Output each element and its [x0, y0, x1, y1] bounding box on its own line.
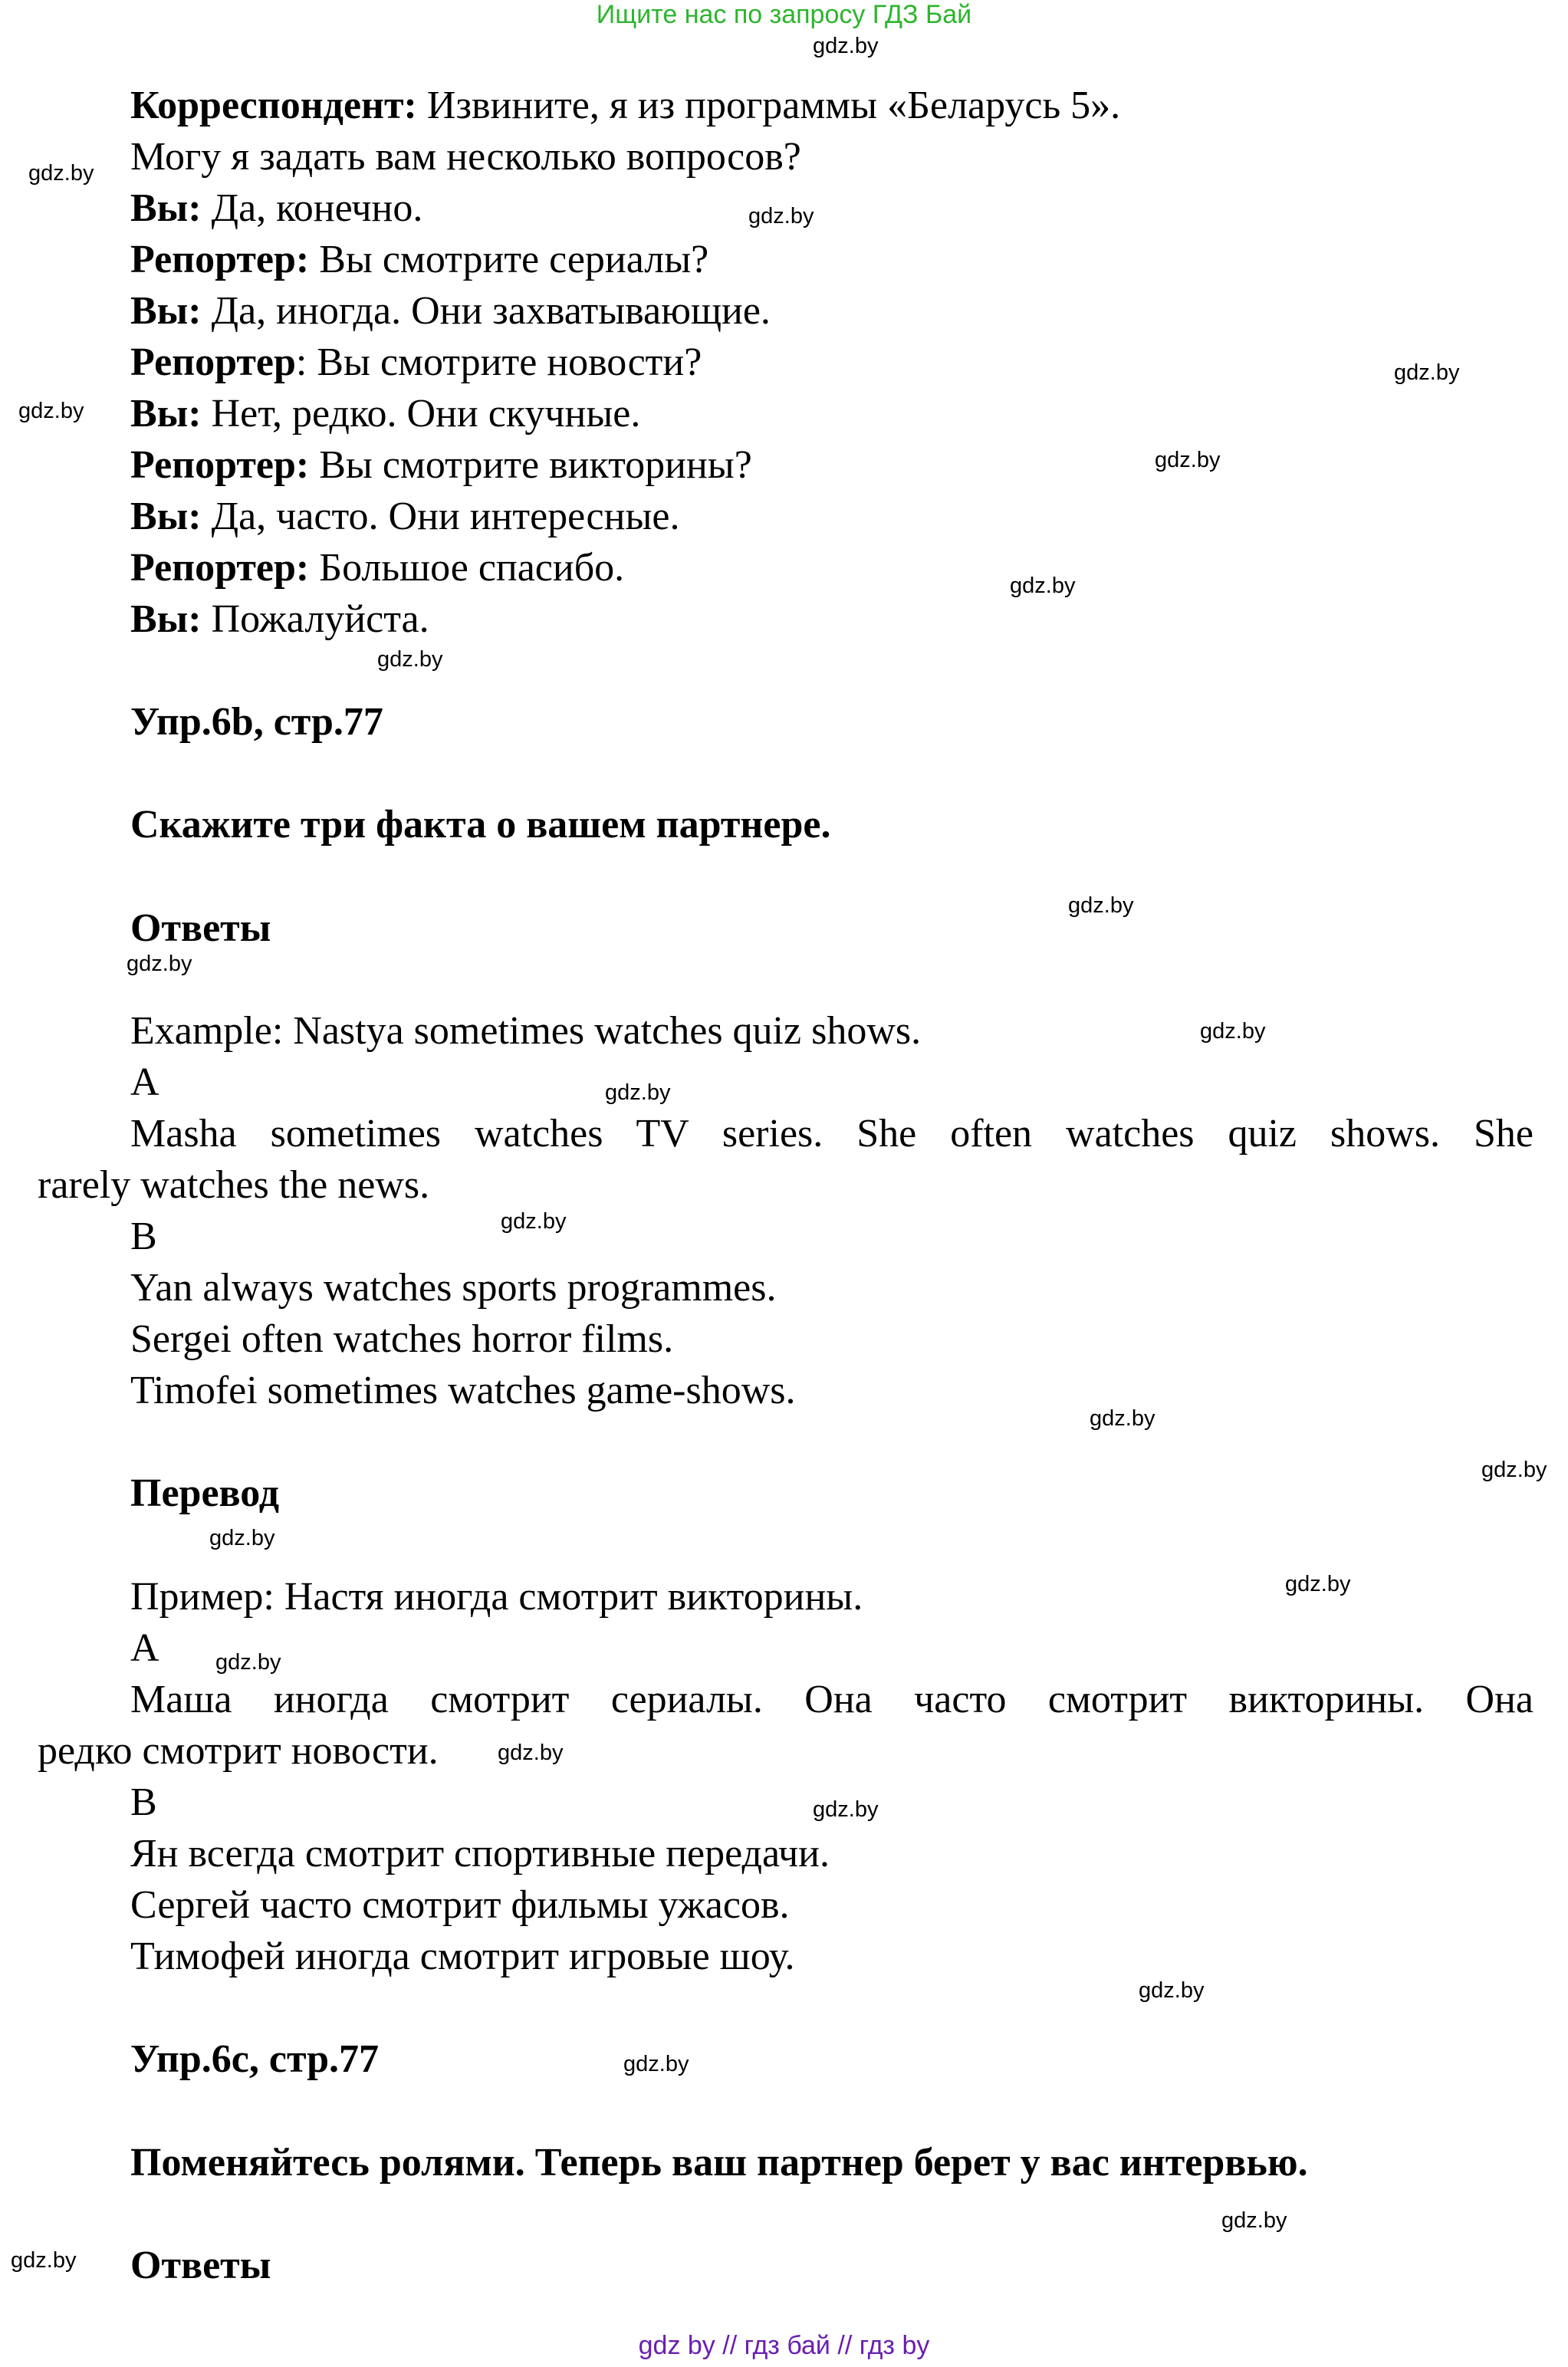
watermark: gdz.by [1010, 574, 1076, 598]
dialogue-text: Да, иногда. Они захватывающие. [201, 289, 771, 333]
translation-line: Сергей часто смотрит фильмы ужасов. [130, 1883, 790, 1927]
watermark: gdz.by [623, 2052, 689, 2076]
dialogue-text: Вы смотрите викторины? [309, 443, 752, 487]
dialogue-line [130, 288, 771, 334]
watermark: gdz.by [18, 399, 84, 423]
top-banner[interactable]: Ищите нас по запросу ГДЗ Бай [596, 0, 972, 29]
watermark: gdz.by [1481, 1458, 1547, 1482]
speaker-label: Корреспондент: [130, 84, 417, 127]
watermark: gdz.by [1090, 1406, 1155, 1431]
watermark: gdz.by [1155, 448, 1221, 472]
translation-line: Маша иногда смотрит сериалы. Она часто смотрит викторины. Она [130, 1678, 1533, 1721]
dialogue-line [130, 391, 640, 436]
dialogue-line [130, 494, 679, 539]
watermark: gdz.by [127, 952, 192, 976]
dialogue-line [130, 545, 624, 590]
speaker-label: Репортер: [130, 238, 310, 281]
watermark: gdz.by [1394, 360, 1460, 385]
speaker-label: Вы: [130, 597, 202, 641]
section-label: B [130, 1780, 157, 1824]
speaker-label: Вы: [130, 495, 202, 538]
dialogue-line [130, 186, 422, 231]
watermark: gdz.by [1068, 893, 1134, 918]
dialogue-text: : Вы смотрите новости? [295, 340, 702, 384]
section-label: A [130, 1060, 159, 1104]
translation-heading: Перевод [130, 1471, 280, 1515]
watermark: gdz.by [1285, 1572, 1351, 1596]
dialogue-line [130, 442, 752, 488]
answer-line: Masha sometimes watches TV series. She often watches quiz shows. She [130, 1112, 1533, 1156]
translation-line: редко смотрит новости. [38, 1729, 439, 1773]
example-line: Пример: Настя иногда смотрит викторины. [130, 1575, 863, 1619]
dialogue-text: Пожалуйста. [201, 597, 429, 641]
section-label: B [130, 1215, 157, 1258]
dialogue-line [130, 83, 1120, 128]
watermark: gdz.by [813, 1797, 879, 1822]
speaker-label: Репортер: [130, 443, 310, 487]
bottom-banner[interactable]: gdz by // гдз бай // гдз by [638, 2331, 930, 2360]
dialogue-line [130, 340, 702, 385]
dialogue-text: Вы смотрите сериалы? [309, 238, 709, 281]
answer-line: rarely watches the news. [38, 1163, 430, 1207]
watermark: gdz.by [28, 161, 94, 186]
speaker-label: Репортер: [130, 546, 310, 590]
dialogue-line [130, 134, 801, 179]
translation-line: Тимофей иногда смотрит игровые шоу. [130, 1935, 795, 1978]
answers-heading: Ответы [130, 906, 271, 950]
answer-line: Sergei often watches horror films. [130, 1317, 674, 1361]
speaker-label: Репортер [130, 340, 296, 384]
watermark: gdz.by [11, 2248, 77, 2273]
answers-heading: Ответы [130, 2244, 271, 2287]
exercise-heading: Упр.6b, стр.77 [130, 700, 383, 744]
watermark: gdz.by [605, 1080, 671, 1105]
example-line: Example: Nastya sometimes watches quiz shows. [130, 1009, 922, 1053]
speaker-label: Вы: [130, 186, 202, 230]
dialogue-text: Нет, редко. Они скучные. [201, 392, 641, 436]
watermark: gdz.by [501, 1209, 567, 1234]
watermark: gdz.by [813, 34, 879, 58]
watermark: gdz.by [215, 1650, 281, 1675]
answer-line: Yan always watches sports programmes. [130, 1266, 777, 1310]
exercise-heading: Упр.6c, стр.77 [130, 2037, 380, 2081]
watermark: gdz.by [377, 647, 443, 672]
section-label: A [130, 1626, 159, 1670]
dialogue-line [130, 597, 429, 642]
watermark: gdz.by [1139, 1978, 1205, 2003]
speaker-label: Вы: [130, 392, 202, 436]
speaker-label: Вы: [130, 289, 202, 333]
dialogue-line [130, 237, 708, 282]
dialogue-text: Да, часто. Они интересные. [201, 495, 680, 538]
watermark: gdz.by [1221, 2208, 1287, 2233]
dialogue-text: Да, конечно. [201, 186, 423, 230]
watermark: gdz.by [748, 204, 814, 228]
watermark: gdz.by [498, 1741, 564, 1765]
watermark: gdz.by [209, 1526, 275, 1550]
dialogue-text: Могу я задать вам несколько вопросов? [130, 135, 801, 179]
dialogue-text: Извините, я из программы «Беларусь 5». [416, 84, 1121, 127]
translation-line: Ян всегда смотрит спортивные передачи. [130, 1832, 830, 1876]
watermark: gdz.by [1200, 1019, 1266, 1044]
task-text: Поменяйтесь ролями. Теперь ваш партнер берет у вас интервью. [130, 2141, 1308, 2185]
dialogue-text: Большое спасибо. [309, 546, 625, 590]
answer-line: Timofei sometimes watches game-shows. [130, 1369, 796, 1412]
task-text: Скажите три факта о вашем партнере. [130, 803, 831, 847]
